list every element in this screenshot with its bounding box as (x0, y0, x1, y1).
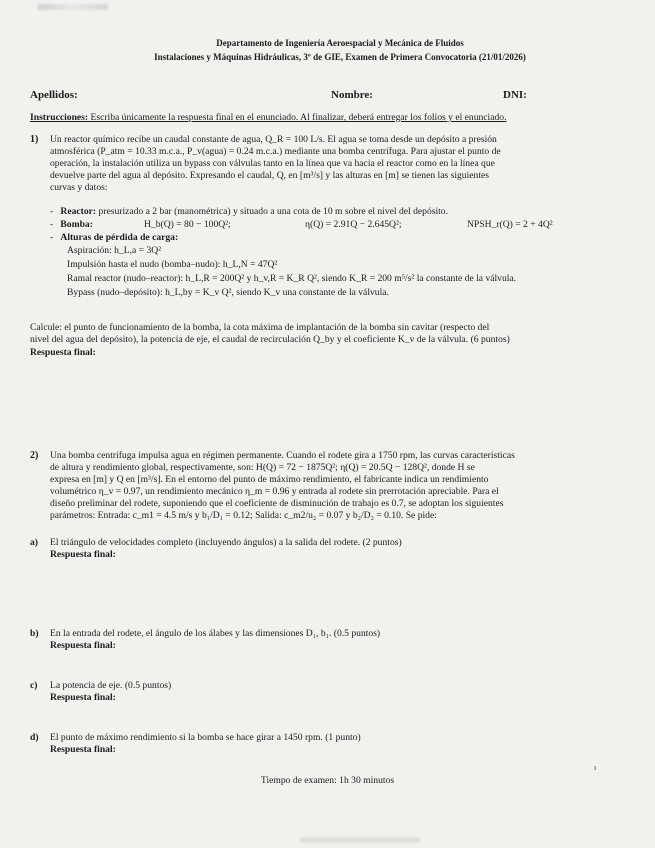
problem-1-intro-line: devuelve parte del agua al depósito. Expresando el caudal, Q, en [m³/s] y las alturas en [m] se tienen las siguientes (50, 170, 489, 181)
problem-1-intro-line: operación, la instalación utiliza un bypass con válvulas tanto en la línea que va hacia el reactor como en la línea que (50, 158, 495, 169)
pump-head-curve: H_b(Q) = 80 − 100Q²; (144, 219, 231, 230)
margin-mark: ı (594, 763, 597, 772)
problem-2-intro-line: Una bomba centrífuga impulsa agua en régimen permanente. Cuando el rodete gira a 1750 rpm, las curvas características (50, 450, 515, 461)
course-line: Instalaciones y Máquinas Hidráulicas, 3º de GIE, Examen de Primera Convocatoria (21/01/2026) (154, 52, 526, 62)
problem-2-intro-line: parámetros: Entrada: c_m1 = 4.5 m/s y b₁/D₁ = 0.12; Salida: c_m2/u₂ = 0.07 y b₂/D₂ = 0.10. Se pide: (50, 510, 437, 521)
part-a-text: El triángulo de velocidades completo (incluyendo ángulos) a la salida del rodete. (2 puntos) (50, 537, 402, 548)
part-b-letter: b) (30, 628, 39, 639)
part-c-letter: c) (30, 680, 38, 691)
losses-label: Alturas de pérdida de carga: (60, 232, 179, 243)
pump-npsh-curve: NPSH_r(Q) = 2 + 4Q² (467, 219, 553, 230)
instructions-label: Instrucciones: (30, 112, 89, 123)
problem-2-intro-line: expresa en [m] y Q en [m³/s]. En el entorno del punto de máximo rendimiento, el fabricante indica un rendimiento (50, 474, 489, 485)
problem-1-number: 1) (30, 134, 39, 145)
problem-2-intro-line: de altura y rendimiento global, respectivamente, son: H(Q) = 72 − 1875Q²; η(Q) = 20.5Q − 128Q², donde H se (50, 462, 475, 473)
problem-2-intro-line: volumétrico η_v = 0.97, un rendimiento mecánico η_m = 0.96 y entrada al rodete sin prerrotación apreciable. Para el (50, 486, 499, 497)
instructions (30, 112, 630, 124)
reactor-text: presurizado a 2 bar (manométrica) y situado a una cota de 10 m sobre el nivel del depósito. (96, 206, 448, 217)
problem-1-answer-label: Respuesta final: (30, 347, 96, 358)
problem-2-intro-line: diseño preliminar del rodete, suponiendo que el coeficiente de disminución de trabajo es 0.7, se adoptan los siguientes (50, 498, 504, 509)
part-b-answer-label: Respuesta final: (50, 640, 116, 651)
problem-2-number: 2) (30, 450, 39, 461)
losses-heading: - Alturas de pérdida de carga: (50, 232, 179, 243)
losses-list (67, 245, 637, 299)
scan-artifact (38, 4, 108, 10)
part-c-answer-label: Respuesta final: (50, 692, 116, 703)
part-c-text: La potencia de eje. (0.5 puntos) (50, 680, 172, 691)
problem-1-task-line: nivel del agua del depósito), la potencia de eje, el caudal de recirculación Q_by y el coeficiente K_v de la válvula. (6 puntos) (30, 334, 510, 345)
problem-1-intro-line: atmosférica (P_atm = 10.33 m.c.a., P_v(agua) = 0.24 m.c.a.) mediante una bomba centrífuga. Para ajustar el punto de (50, 146, 501, 157)
loss-suction: Aspiración: h_L,a = 3Q² (67, 245, 162, 256)
problem-2-intro (50, 450, 630, 522)
problem-1-task-line: Calcule: el punto de funcionamiento de la bomba, la cota máxima de implantación de la bomba sin cavitar (respecto del (30, 322, 490, 333)
reactor-item: - Reactor: presurizado a 2 bar (manométrica) y situado a una cota de 10 m sobre el nivel del depósito. (50, 206, 448, 217)
pump-efficiency-curve: η(Q) = 2.91Q − 2.645Q²; (305, 219, 402, 230)
reactor-label: Reactor: (60, 206, 97, 217)
department-title: Departamento de Ingeniería Aeroespacial y Mecánica de Fluidos (216, 38, 464, 48)
loss-discharge: Impulsión hasta el nudo (bomba–nudo): h_L,N = 47Q² (67, 259, 278, 270)
name-label: Nombre: (331, 89, 373, 101)
loss-bypass: Bypass (nudo–depósito): h_L,by = K_v Q², siendo K_v una constante de la válvula. (67, 287, 389, 298)
part-a-answer-label: Respuesta final: (50, 549, 116, 560)
pump-label: Bomba: (60, 219, 93, 230)
exam-time: Tiempo de examen: 1h 30 minutos (260, 775, 395, 786)
problem-1-intro-line: Un reactor químico recibe un caudal constante de agua, Q_R = 100 L/s. El agua se toma desde un depósito a presión (50, 134, 497, 145)
surname-label: Apellidos: (30, 89, 78, 101)
instructions-text: Escriba únicamente la respuesta final en el enunciado. Al finalizar, deberá entregar los folios y el enunciado. (88, 112, 507, 123)
dni-label: DNI: (503, 89, 527, 101)
part-a-letter: a) (30, 537, 38, 548)
problem-1-task (30, 322, 630, 346)
problem-1-intro (50, 134, 630, 194)
problem-1-intro-line: curvas y datos: (50, 182, 108, 193)
part-d-text: El punto de máximo rendimiento si la bomba se hace girar a 1450 rpm. (1 punto) (50, 732, 361, 743)
pump-item: - Bomba: H_b(Q) = 80 − 100Q²; η(Q) = 2.91Q − 2.645Q²; NPSH_r(Q) = 2 + 4Q² (50, 219, 553, 230)
part-b-text: En la entrada del rodete, el ángulo de los álabes y las dimensiones D₁, b₁. (0.5 puntos) (50, 628, 381, 639)
loss-reactor-branch: Ramal reactor (nudo–reactor): h_L,R = 200Q² y h_v,R = K_R Q², siendo K_R = 200 m⁵/s² la constante de la válvula. (67, 273, 517, 284)
part-d-answer-label: Respuesta final: (50, 744, 116, 755)
scan-artifact-bottom (300, 838, 420, 842)
part-d-letter: d) (30, 732, 39, 743)
